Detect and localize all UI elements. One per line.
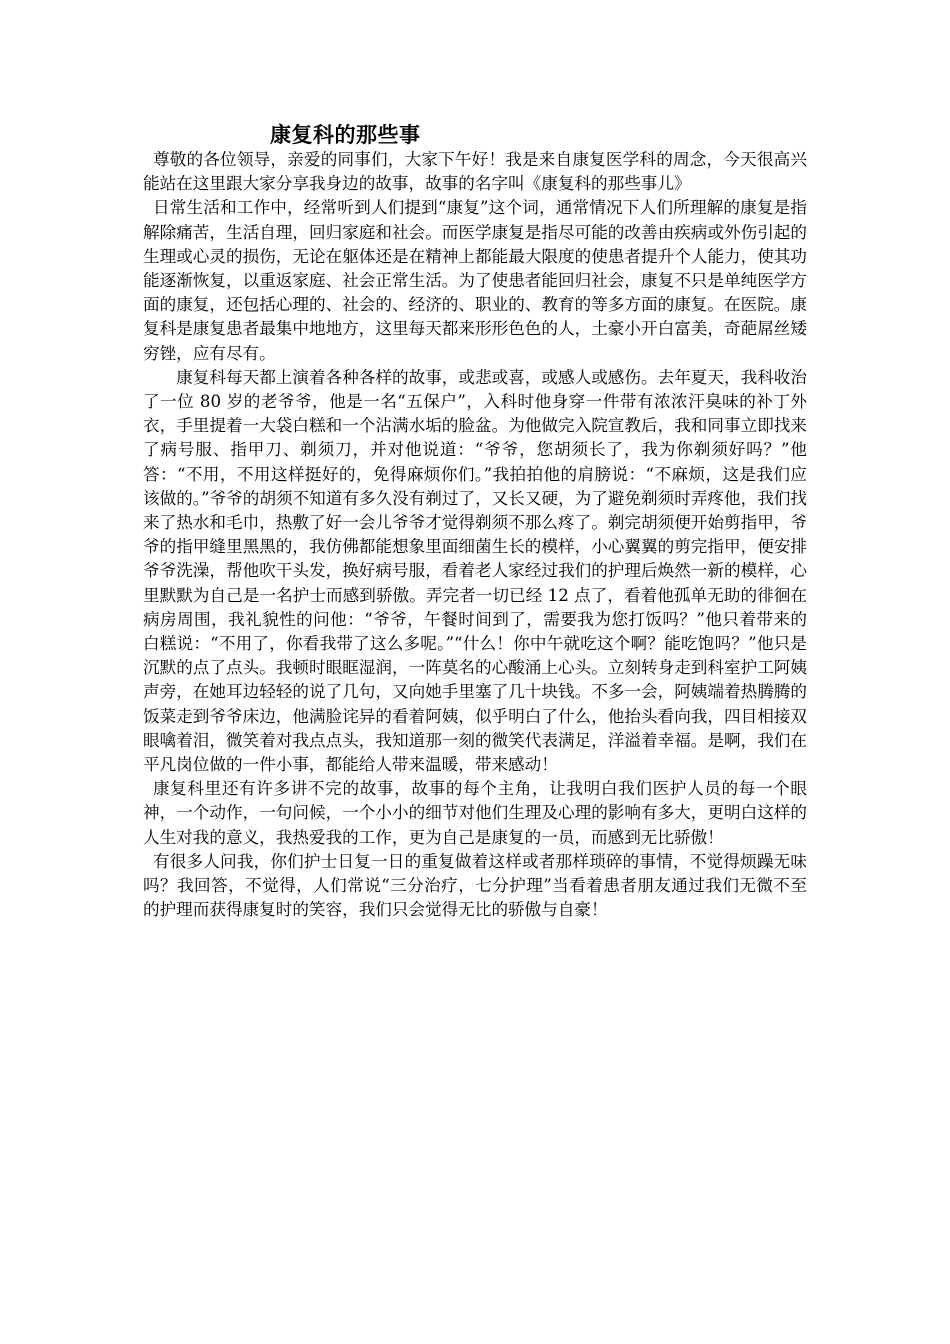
paragraph-greeting: 尊敬的各位领导，亲爱的同事们，大家下午好！我是来自康复医学科的周念，今天很高兴能站在这里跟大家分享我身边的故事，故事的名字叫《康复科的那些事儿》 — [143, 150, 807, 194]
document-body — [143, 148, 807, 923]
document-title: 康复科的那些事 — [270, 123, 421, 147]
paragraph-grandpa-story: 康复科每天都上演着各种各样的故事，或悲或喜，或感人或感伤。去年夏天，我科收治了一位 80 岁的老爷爷，他是一名“五保户”，入科时他身穿一件带有浓浓汗臭味的补丁外衣，手里提着一大袋白糕和一个沾满水垢的脸盆。为他做完入院宣教后，我和同事立即找来了病号服、指甲刀、剃须刀，并对他说道：“爷爷，您胡须长了，我为你剃须好吗？”他答：“不用，不用这样挺好的，免得麻烦你们。”我拍拍他的肩膀说：“不麻烦，这是我们应该做的。”爷爷的胡须不知道有多久没有剃过了，又长又硬，为了避免剃须时弄疼他，我们找来了热水和毛巾，热敷了好一会儿爷爷才觉得剃须不那么疼了。剃完胡须便开始剪指甲，爷爷的指甲缝里黑黑的，我仿佛都能想象里面细菌生长的模样，小心翼翼的剪完指甲，便安排爷爷洗澡，帮他吹干头发，换好病号服，看着老人家经过我们的护理后焕然一新的模样，心里默默为自己是一名护士而感到骄傲。弄完者一切已经 12 点了，看着他孤单无助的徘徊在病房周围，我礼貌性的问他：“爷爷，午餐时间到了，需要我为您打饭吗？”他只着带来的白糕说：“不用了，你看我带了这么多呢。”“什么！你中午就吃这个啊？能吃饱吗？”他只是沉默的点了点头。我顿时眼眶湿润，一阵莫名的心酸涌上心头。立刻转身走到科室护工阿姨声旁，在她耳边轻轻的说了几句，又向她手里塞了几十块钱。不多一会，阿姨端着热腾腾的饭菜走到爷爷床边，他满脸诧异的看着阿姨，似乎明白了什么，他抬头看向我，四目相接双眼噙着泪，微笑着对我点点头，我知道那一刻的微笑代表满足，洋溢着幸福。是啊，我们在平凡岗位做的一件小事，都能给人带来温暖，带来感动！ — [143, 367, 807, 775]
paragraph-rehab-definition: 日常生活和工作中，经常听到人们提到“康复”这个词，通常情况下人们所理解的康复是指解除痛苦，生活自理，回归家庭和社会。而医学康复是指尽可能的改善由疾病或外伤引起的生理或心灵的损伤，无论在躯体还是在精神上都能最大限度的使患者提升个人能力，使其功能逐渐恢复，以重返家庭、社会正常生活。为了使患者能回归社会，康复不只是单纯医学方面的康复，还包括心理的、社会的、经济的、职业的、教育的等多方面的康复。在医院。康复科是康复患者最集中地地方，这里每天都来形形色色的人，土豪小开白富美，奇葩屌丝矮穷锉，应有尽有。 — [143, 198, 807, 363]
paragraph-more-stories: 康复科里还有许多讲不完的故事，故事的每个主角，让我明白我们医护人员的每一个眼神，一个动作，一句问候，一个小小的细节对他们生理及心理的影响有多大，更明白这样的人生对我的意义，我热爱我的工作，更为自己是康复的一员，而感到无比骄傲！ — [143, 779, 807, 847]
paragraph-conclusion: 有很多人问我，你们护士日复一日的重复做着这样或者那样琐碎的事情，不觉得烦躁无味吗？我回答，不觉得，人们常说“三分治疗，七分护理”当看着患者朋友通过我们无微不至的护理而获得康复时的笑容，我们只会觉得无比的骄傲与自豪！ — [143, 851, 807, 920]
